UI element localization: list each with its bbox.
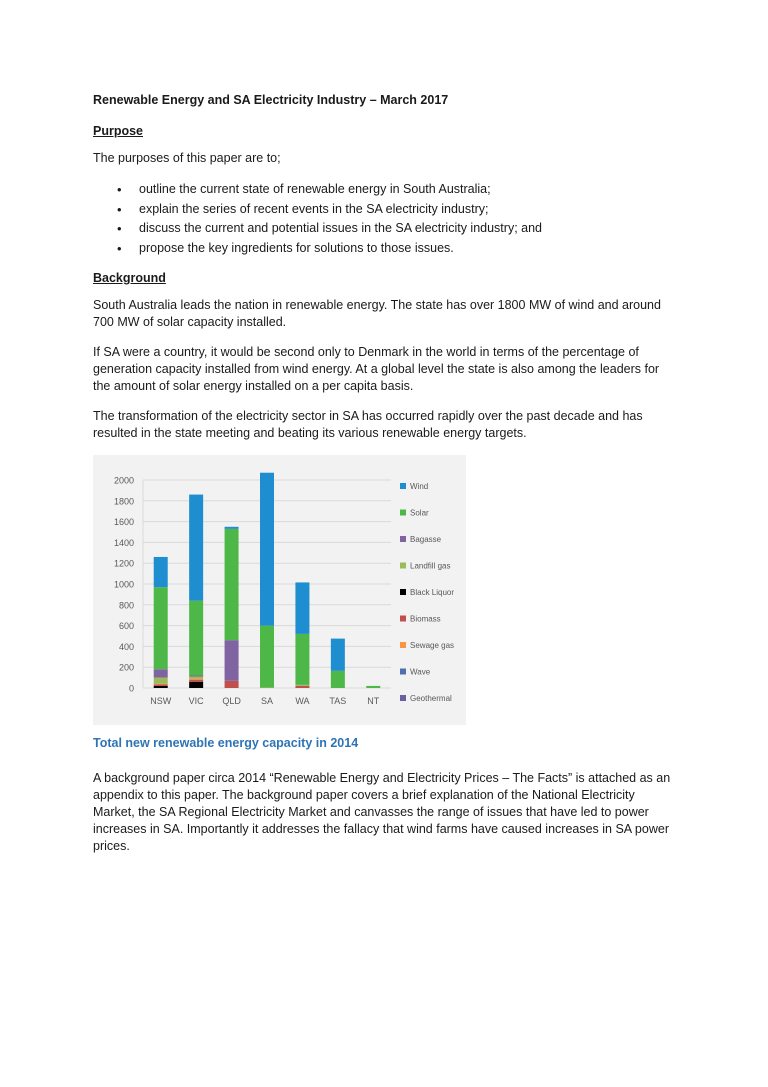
background-paragraph-2: If SA were a country, it would be second only to Denmark in the world in terms of the percentage of generation capacity installed from wind energy. At a global level the state is also among the leaders for the amount of solar energy installed on a per capita basis.: [93, 345, 660, 393]
purpose-list: [93, 180, 678, 258]
bar-segment: [295, 686, 309, 688]
list-item: • propose the key ingredients for solutions to those issues.: [139, 239, 678, 259]
legend-swatch: [400, 510, 406, 516]
y-tick-label: 2000: [113, 475, 134, 486]
legend-label: Solar: [410, 508, 429, 518]
bar-segment: [225, 640, 239, 681]
legend-label: Black Liquor: [410, 588, 455, 597]
bar-segment: [189, 495, 203, 601]
legend-label: Geothermal: [410, 694, 452, 703]
y-tick-label: 1800: [113, 496, 134, 507]
x-tick-label: NSW: [150, 696, 172, 706]
legend-label: Wind: [410, 482, 429, 491]
purpose-intro: The purposes of this paper are to;: [93, 151, 281, 165]
background-paragraph-1: South Australia leads the nation in renewable energy. The state has over 1800 MW of wind and around 700 MW of solar capacity installed.: [93, 298, 661, 329]
capacity-chart-svg: [93, 455, 466, 725]
bar-segment: [331, 639, 345, 671]
chart-caption: Total new renewable energy capacity in 2014: [93, 736, 359, 750]
legend-swatch: [400, 536, 406, 542]
legend-label: Landfill gas: [410, 561, 451, 571]
x-tick-label: WA: [295, 696, 310, 706]
bar-segment: [331, 671, 345, 688]
legend-swatch: [400, 483, 406, 489]
background-paragraph-3: The transformation of the electricity sector in SA has occurred rapidly over the past decade and has resulted in the state meeting and beating its various renewable energy targets.: [93, 409, 643, 440]
legend-swatch: [400, 695, 406, 701]
bar-segment: [295, 582, 309, 633]
bar-segment: [154, 684, 168, 685]
bar-segment: [366, 686, 380, 688]
bar-segment: [295, 685, 309, 686]
y-tick-label: 800: [118, 600, 134, 611]
y-tick-label: 0: [128, 683, 134, 694]
list-item: • discuss the current and potential issues in the SA electricity industry; and: [139, 219, 678, 239]
y-tick-label: 1200: [113, 558, 134, 569]
list-item: • outline the current state of renewable energy in South Australia;: [139, 180, 678, 200]
bar-segment: [189, 601, 203, 676]
y-tick-label: 1000: [113, 579, 134, 590]
bar-segment: [260, 687, 274, 688]
bar-segment: [189, 679, 203, 680]
bar-segment: [189, 682, 203, 688]
legend-swatch: [400, 563, 406, 569]
bar-segment: [154, 587, 168, 669]
legend-label: Wave: [410, 667, 431, 677]
bar-segment: [295, 634, 309, 685]
list-item: • explain the series of recent events in the SA electricity industry;: [139, 200, 678, 220]
legend-label: Bagasse: [410, 535, 442, 544]
bar-segment: [154, 686, 168, 688]
legend-swatch: [400, 669, 406, 675]
legend-swatch: [400, 589, 406, 595]
legend-swatch: [400, 642, 406, 648]
bar-segment: [225, 527, 239, 529]
bar-segment: [260, 473, 274, 626]
bar-segment: [225, 681, 239, 688]
y-tick-label: 200: [118, 662, 134, 673]
bar-segment: [154, 669, 168, 677]
x-tick-label: TAS: [329, 696, 347, 706]
bar-segment: [260, 626, 274, 688]
y-tick-label: 1400: [113, 537, 134, 548]
x-tick-label: SA: [260, 696, 274, 706]
legend-label: Sewage gas: [410, 641, 455, 650]
purpose-heading: Purpose: [93, 124, 144, 138]
x-tick-label: NT: [367, 696, 380, 706]
x-tick-label: VIC: [188, 696, 204, 706]
bar-segment: [154, 557, 168, 587]
bar-segment: [189, 677, 203, 679]
bar-segment: [154, 678, 168, 684]
y-tick-label: 600: [118, 621, 134, 632]
bar-segment: [225, 529, 239, 640]
bar-segment: [189, 676, 203, 677]
y-tick-label: 400: [118, 641, 134, 652]
y-tick-label: 1600: [113, 517, 134, 528]
document-title: Renewable Energy and SA Electricity Industry – March 2017: [93, 93, 449, 107]
legend-swatch: [400, 616, 406, 622]
bar-segment: [189, 680, 203, 682]
background-paragraph-4: A background paper circa 2014 “Renewable Energy and Electricity Prices – The Facts” is attached as an appendix to this paper. The background paper covers a brief explanation of the National Electricity Market, the SA Regional Electricity Market and canvasses the range of issues that have led to power increases in SA. Importantly it addresses the fallacy that wind farms have caused increases in SA power prices.: [93, 771, 671, 853]
x-tick-label: QLD: [222, 696, 241, 706]
document-page: [93, 92, 678, 868]
capacity-chart: [93, 455, 466, 725]
bar-segment: [154, 684, 168, 686]
legend-label: Biomass: [410, 614, 441, 624]
background-heading: Background: [93, 271, 166, 285]
